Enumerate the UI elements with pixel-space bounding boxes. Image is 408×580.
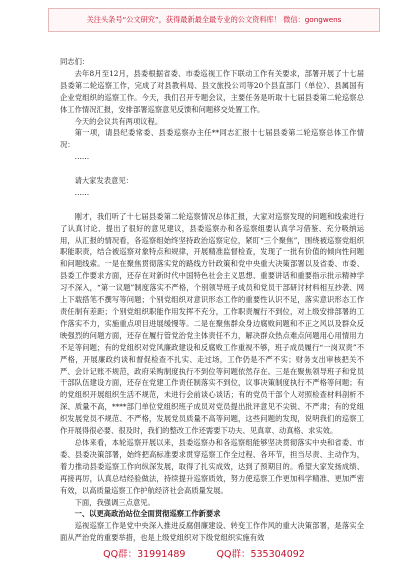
greeting: 同志们： (60, 57, 90, 66)
paragraph-opinions: 请大家发表意见： (74, 176, 133, 186)
paragraph-summary: 总体来看，本轮巡察开展以来，县委巡察办和各巡察组能够坚决贯彻落实中央和省委、市委、县委决策部署，始终把高标准要求贯穿巡察工作全过程、各环节，担当尽责、主动作为，着力推动县委巡察工作向纵深发展，取得了扎实成效，达到了预期目的。希望大家发扬成绩、再接再厉，认真总结经验做法，持续提升巡察质效，努力使巡察工作更加科学精准、更加严密有效，以高质量巡察工作护航经济社会高质量发展。 (60, 437, 364, 495)
document-body (60, 56, 364, 544)
paragraph-section-one: 巡视巡察工作是党中央深入推进反腐倡廉建设、转变工作作风的重大决策部署，是落实全面从严治党的重要举措，也是上级党组织对下级党组织实施有效 (60, 521, 364, 543)
section-heading-one: 一、以更高政治站位全面贯彻巡察工作新要求 (74, 509, 221, 519)
spacer (60, 199, 364, 211)
paragraph-item-one: 第一项，请县纪委常委、县委巡察办主任**同志汇报十七届县委第二轮巡察总体工作情况： (60, 128, 364, 150)
spacer (60, 163, 364, 175)
header-banner (48, 8, 380, 32)
footer-contact (0, 546, 408, 560)
paragraph-findings: 刚才，我们听了十七届县委第二轮巡察情况总体汇报，大家对巡察发现的问题和线索进行了认真讨论、提出了很好的意见建议，县委巡察办和各巡察组要认真学习借鉴、充分吸纳运用，从汇报的情况看，各巡察组始终坚持政治巡察定位，紧盯“三个聚焦”，围绕被巡察党组织职能职责，结合被巡察对象特点和规律，开展精准监督检查，发现了一批有价值的倾向性问题和问题线索。一是在聚焦贯彻落实党的路线方针政策和党中央重大决策部署以及省委、市委、县委工作要求方面，还存在对新时代中国特色社会主义思想、重要讲话和重要指示批示精神学习不深入，“第一议题”制度落实不严格，个别领导班子成员和党员干部研讨材料相互抄袭、网上下载搭笔不撰写等问题；个别党组织对意识形态工作的重要性认识不足，落实意识形态工作责任制有差距；个别党组织职能作用发挥不充分，工作职责履行不到位，对上级安排部署的工作落实不力，实施重点项目进展缓慢等。二是在聚焦群众身边腐败问题和不正之风以及群众反映强烈的问题方面，还存在履行管党治党主体责任不力，解决群众热点难点问题用心用情用力不足等问题；有的党组织对党风廉政建设和反腐败工作重视不够，班子成员履行“一岗双责”不严格，开展廉政约谈和督促检查不扎实、走过场，工作仍是不严不实；财务支出审核把关不严、会计记账不规范，政府采购制度执行不到位等问题依然存在。三是在聚焦领导班子和党员干部队伍建设方面，还存在党建工作责任制落实不到位，议事决策制度执行不严格等问题；有的党组织开展组织生活不规范，未进行会前谈心谈话；有的党员干部个人对照检查材料剖析不深、质量不高，****部门单位党组织班子成员对党员提出批评意见不尖锐、不严肃；有的党组织发展党员不规范、不严格，发展党员质量不高等问题，这些问题的发现，说明我们的巡察工作开展得很必要、很及时，我们的整改工作还需要下功夫、见真章、动真格、求实效。 (60, 211, 364, 436)
footer-qq-group-1: QQ群：31991489 (103, 549, 186, 560)
footer-qq-group-2: QQ群：535304092 (216, 549, 305, 560)
paragraph-agenda: 今天的会议共有两项议程。 (74, 116, 163, 126)
paragraph-ellipsis-2: …… (74, 187, 90, 197)
paragraph-intro: 去年8月至12月，县委根据省委、市委巡视工作下联动工作有关要求，部署开展了十七届县委第二轮巡察工作，完成了对县教科局、县文旅投公司等20个县直部门（单位）、县属国有企业党组织的巡察工作。今天，我们召开专题会议，主要任务是听取十七届县委第二轮巡察总体工作情况汇报，安排部署巡察意见反馈和问题移交处置工作。 (60, 68, 364, 114)
paragraph-three-points: 下面，我强调三点意见。 (74, 497, 155, 507)
paragraph-ellipsis-1: …… (74, 152, 90, 162)
banner-text: 关注头条号“公文研究”，获得最新最全最专业的公文资料库！ 微信：gongwens (86, 15, 342, 24)
